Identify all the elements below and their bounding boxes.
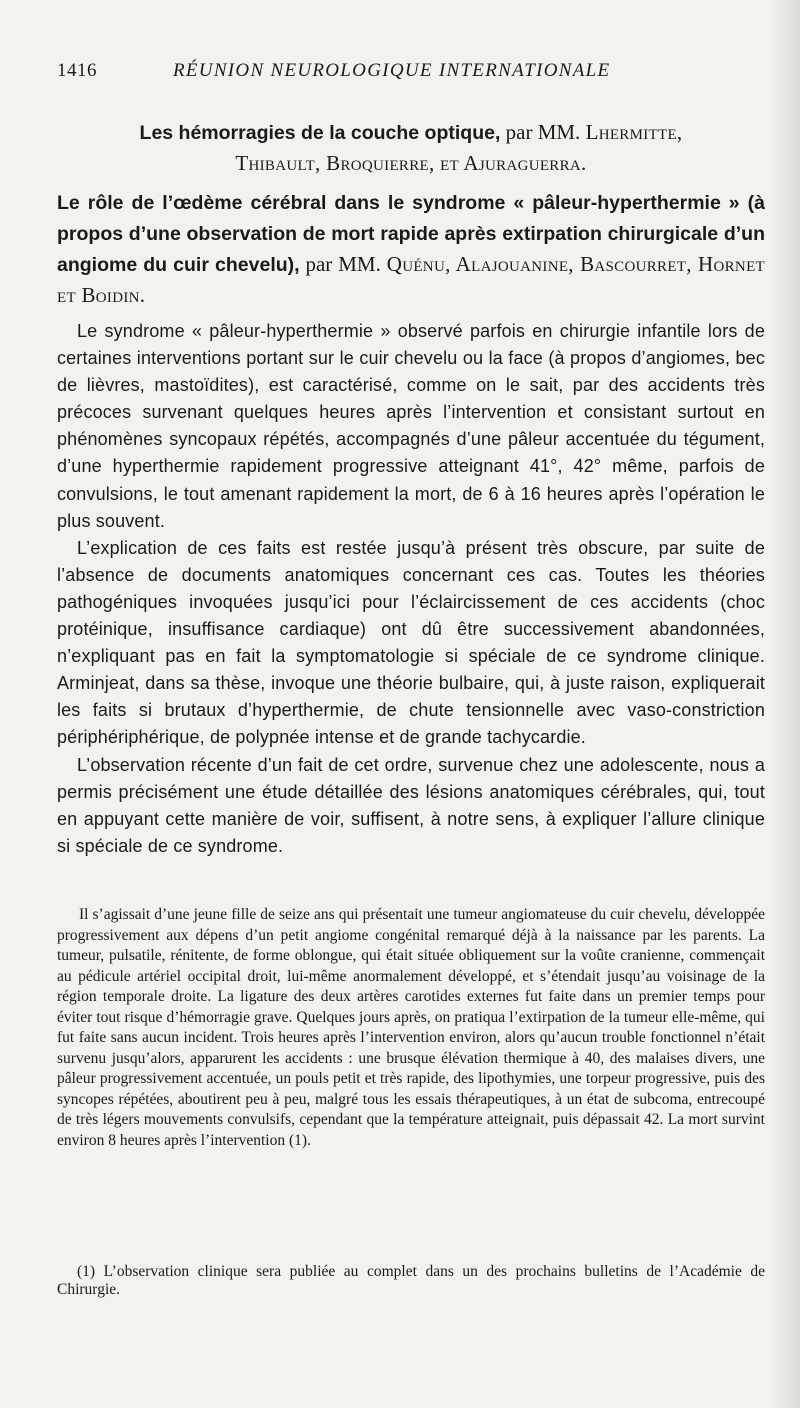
paragraph-3: [57, 752, 765, 860]
page-edge-shadow: [770, 0, 800, 1408]
article2-title: [57, 187, 765, 310]
paragraph-1: [57, 318, 765, 535]
footnote-paragraph: [57, 1263, 765, 1299]
page-header: [0, 60, 800, 88]
article2-body: [57, 318, 765, 860]
paragraph-2-text: L’explication de ces faits est restée jusqu’à présent très obscure, par suite de l’absence de documents anatomiques concernant ces cas. Toutes les théories pathogéniques invoquées jusqu’ici pour l’éclaircissement de ces accidents (choc protéinique, insuffisance cardiaque) ont dû être successivement abandonnées, n’expliquant pas en fait la symptomatologie si spéciale de ce syndrome clinique. Arminjeat, dans sa thèse, invoque une théorie bulbaire, qui, à juste raison, expliquerait les faits si brutaux d’hyperthermie, de chute tensionnelle avec vaso-constriction périphériphérique, de polypnée intense et de grande tachycardie.: [57, 537, 765, 748]
case-report: [57, 905, 765, 1151]
article1-author-1: Lhermitte,: [585, 120, 683, 144]
page-number: 1416: [57, 60, 97, 81]
paragraph-2: [57, 535, 765, 752]
article1-by: par MM.: [505, 120, 581, 144]
article2-by: par MM.: [305, 252, 381, 276]
paragraph-3-text: L’observation récente d’un fait de cet ordre, survenue chez une adolescente, nous a permis précisément une étude détaillée des lésions anatomiques cérébrales, qui, tout en appuyant cette manière de voir, suffisent, à notre sens, à expliquer l’allure clinique si spéciale de ce syndrome.: [57, 754, 765, 856]
footnote-text: (1) L’observation clinique sera publiée au complet dans un des prochains bulletins de l’Académie de Chirurgie.: [57, 1263, 765, 1298]
case-report-paragraph: [57, 905, 765, 1151]
article1-authors: Thibault, Broquierre, et Ajuraguerra.: [235, 151, 587, 175]
footnote: [57, 1263, 765, 1299]
running-title: RÉUNION NEUROLOGIQUE INTERNATIONALE: [173, 60, 611, 81]
case-report-text: Il s’agissait d’une jeune fille de seize ans qui présentait une tumeur angiomateuse du cuir chevelu, développée progressivement aux dépens d’un petit angiome congénital remarqué déjà à la naissance par les parents. La tumeur, pulsatile, rénitente, de forme oblongue, qui était située obliquement sur la voûte cranienne, commençait au pédicule artériel occipital droit, lui-même anormalement développé, et s’étendait jusqu’au voisinage de la région temporale droite. La ligature des deux artères carotides externes fut faite dans un premier temps pour éviter tout risque d’hémorragie grave. Quelques jours après, on pratiqua l’extirpation de la tumeur elle-même, qui fut faite sans aucun incident. Trois heures après l’intervention environ, alors qu’aucun trouble fonctionnel n’était survenu jusqu’alors, apparurent les accidents : une brusque élévation thermique à 40, des malaises divers, une pâleur progressivement accentuée, un pouls petit et très rapide, des lipothymies, une torpeur progressive, puis des syncopes répétées, aboutirent peu à peu, malgré tous les essais thérapeutiques, à un état de subcoma, entrecoupé de très légers mouvements convulsifs, cependant que la température atteignait, puis dépassait 42. La mort survint environ 8 heures après l’intervention (1).: [57, 906, 765, 1149]
article2-title-text: Le rôle de l’œdème cérébral dans le syndrome « pâleur-hyperthermie » (à propos d’une observation de mort rapide après extirpation chirurgicale d’un angiome du cuir chevelu),: [57, 192, 765, 276]
article2-authors: Quénu, Alajouanine, Bascourret, Hornet et Boidin.: [57, 252, 765, 307]
article1-title: [57, 117, 765, 178]
paragraph-1-text: Le syndrome « pâleur-hyperthermie » observé parfois en chirurgie infantile lors de certaines interventions portant sur le cuir chevelu ou la face (à propos d’angiomes, bec de lièvres, mastoïdites), est caractérisé, comme on le sait, par des accidents très précoces survenant quelques heures après l’intervention et consistant surtout en phénomènes syncopaux répétés, accompagnés d’une pâleur accentuée du tégument, d’une hyperthermie rapidement progressive atteignant 41°, 42° même, parfois de convulsions, le tout amenant rapidement la mort, de 6 à 16 heures après l’opération le plus souvent.: [57, 321, 765, 531]
article1-title-text: Les hémorragies de la couche optique,: [139, 122, 501, 144]
